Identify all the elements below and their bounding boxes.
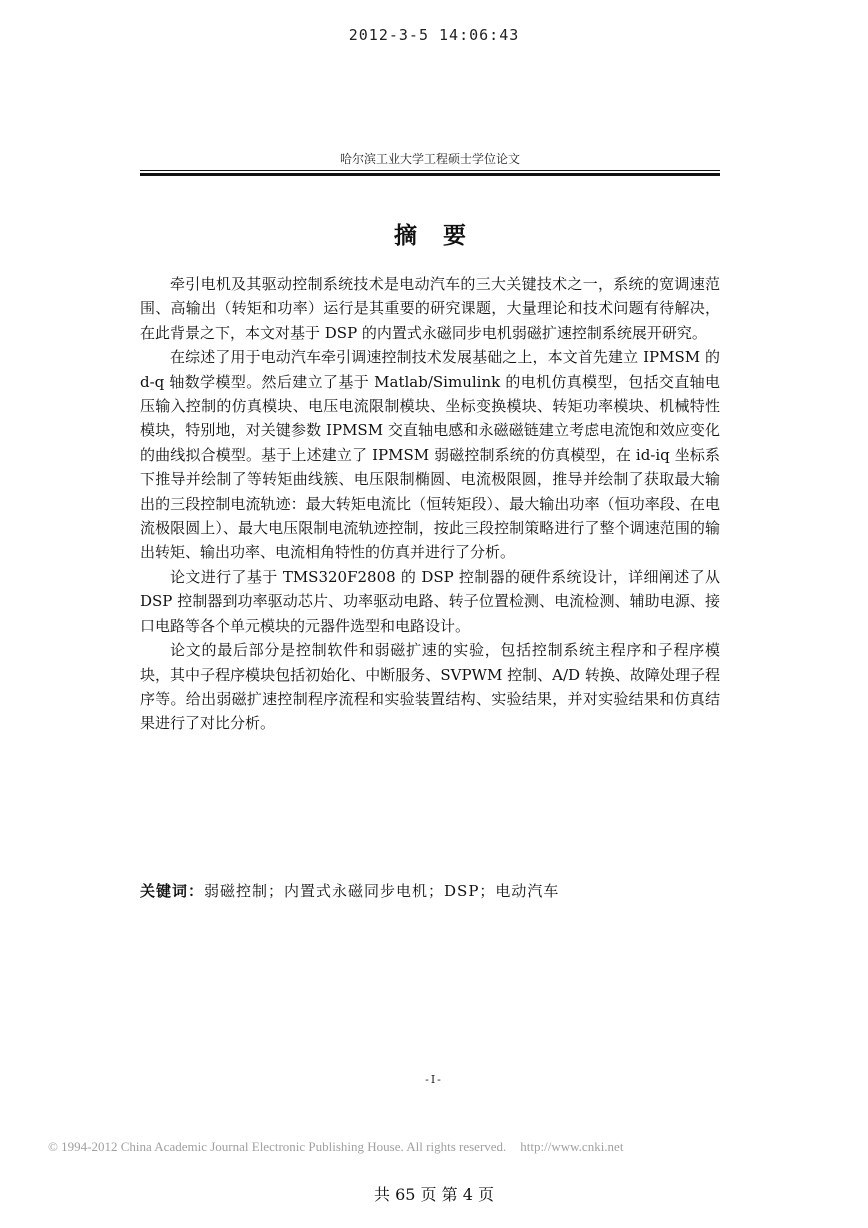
print-timestamp: 2012-3-5 14:06:43 [348, 26, 520, 44]
abstract-paragraph-1: 牵引电机及其驱动控制系统技术是电动汽车的三大关键技术之一，系统的宽调速范围、高输出（转矩和功率）运行是其重要的研究课题，大量理论和技术问题有待解决，在此背景之下，本文对基于 DSP 的内置式永磁同步电机弱磁扩速控制系统展开研究。 [140, 275, 720, 342]
page-number: -I- [425, 1073, 443, 1086]
running-head: 哈尔滨工业大学工程硕士学位论文 [339, 152, 520, 166]
abstract-title: 摘要 [394, 222, 492, 249]
copyright-text: © 1994-2012 China Academic Journal Electronic Publishing House. All rights reserved. [48, 1139, 507, 1154]
abstract-paragraph-4: 论文的最后部分是控制软件和弱磁扩速的实验，包括控制系统主程序和子程序模块，其中子程序模块包括初始化、中断服务、SVPWM 控制、A/D 转换、故障处理子程序等。给出弱磁扩速控制程序流程和实验装置结构、实验结果，并对实验结果和仿真结果进行了对比分析。 [140, 641, 720, 733]
header-rule-thin [140, 170, 720, 171]
copyright-url: http://www.cnki.net [520, 1139, 624, 1154]
abstract-paragraph-2: 在综述了用于电动汽车牵引调速控制技术发展基础之上，本文首先建立 IPMSM 的 d-q 轴数学模型。然后建立了基于 Matlab/Simulink 的电机仿真模型，包括交直轴电压输入控制的仿真模块、电压电流限制模块、坐标变换模块、转矩功率模块、机械特性模块，特别地，对关键参数 IPMSM 交直轴电感和永磁磁链建立考虑电流饱和效应变化的曲线拟合模型。基于上述建立了 IPMSM 弱磁控制系统的仿真模型，在 id-iq 坐标系下推导并绘制了等转矩曲线簇、电压限制椭圆、电流极限圆，推导并绘制了获取最大输出的三段控制电流轨迹：最大转矩电流比（恒转矩段）、最大输出功率（恒功率段、在电流极限圆上）、最大电压限制电流轨迹控制，按此三段控制策略进行了整个调速范围的输出转矩、输出功率、电流相角特性的仿真并进行了分析。 [140, 348, 720, 562]
keywords-label: 关键词： [140, 882, 205, 900]
page-footer: 共 65 页 第 4 页 [374, 1185, 494, 1204]
copyright-notice [48, 1139, 623, 1155]
keywords-line [140, 880, 720, 901]
abstract-paragraph-3: 论文进行了基于 TMS320F2808 的 DSP 控制器的硬件系统设计，详细阐述了从 DSP 控制器到功率驱动芯片、功率驱动电路、转子位置检测、电流检测、辅助电源、接口电路等各个单元模块的元器件选型和电路设计。 [140, 567, 720, 635]
abstract-body [140, 272, 720, 736]
keywords-text: 弱磁控制；内置式永磁同步电机；DSP；电动汽车 [204, 882, 560, 900]
header-rule-thick [140, 173, 720, 176]
